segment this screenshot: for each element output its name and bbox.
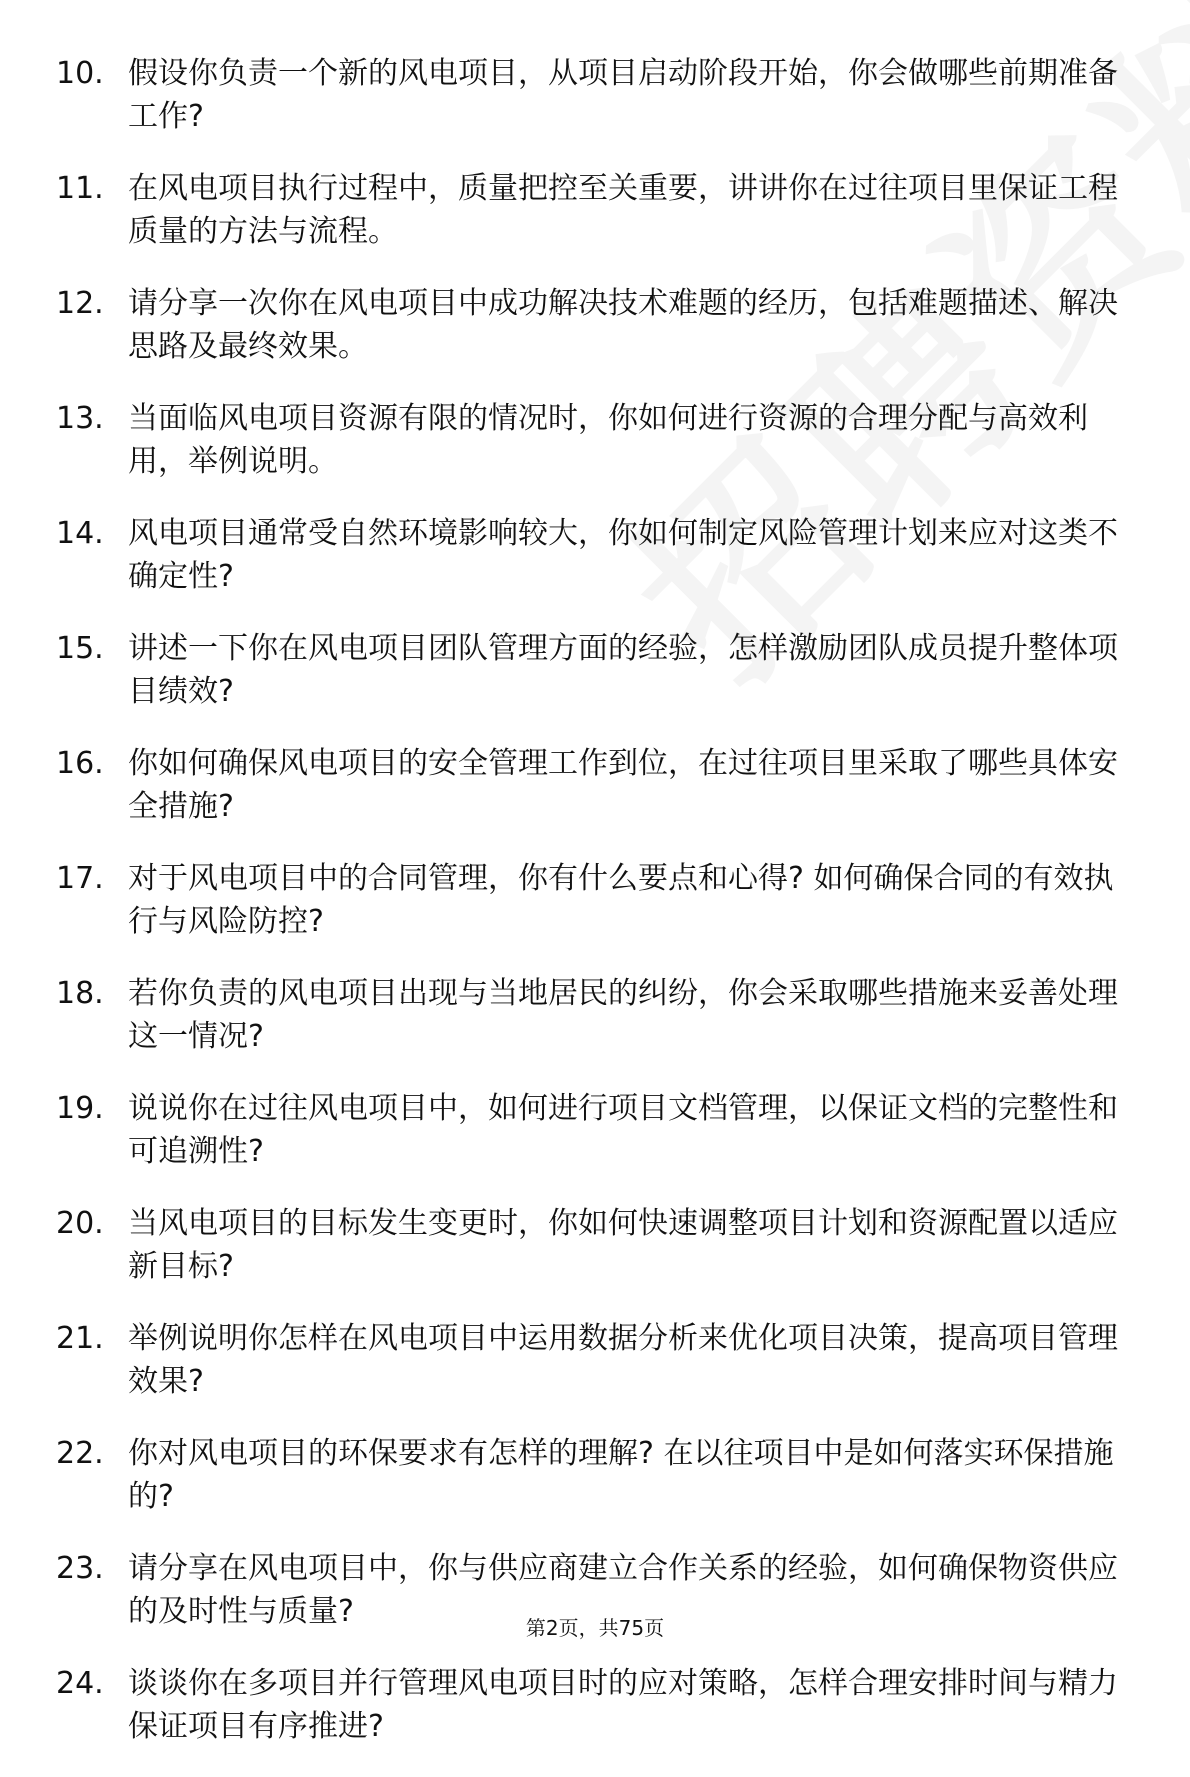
- question-number: 13.: [56, 401, 104, 436]
- question-number: 20.: [56, 1206, 104, 1241]
- question-number: 17.: [56, 861, 104, 896]
- question-number: 22.: [56, 1436, 104, 1471]
- question-text: 说说你在过往风电项目中，如何进行项目文档管理，以保证文档的完整性和可追溯性?: [128, 1091, 1118, 1169]
- question-text: 请分享一次你在风电项目中成功解决技术难题的经历，包括难题描述、解决思路及最终效果。: [128, 286, 1118, 364]
- question-item: [56, 742, 1136, 828]
- question-item: [56, 857, 1136, 943]
- question-text: 举例说明你怎样在风电项目中运用数据分析来优化项目决策，提高项目管理效果?: [128, 1321, 1118, 1399]
- question-number: 24.: [56, 1666, 104, 1701]
- question-text: 假设你负责一个新的风电项目，从项目启动阶段开始，你会做哪些前期准备工作?: [128, 56, 1118, 134]
- question-item: [56, 1662, 1136, 1748]
- question-number: 12.: [56, 286, 104, 321]
- question-number: 23.: [56, 1551, 104, 1586]
- question-item: [56, 52, 1136, 138]
- question-item: [56, 1087, 1136, 1173]
- question-number: 18.: [56, 976, 104, 1011]
- question-number: 19.: [56, 1091, 104, 1126]
- question-item: [56, 512, 1136, 598]
- question-item: [56, 1202, 1136, 1288]
- question-item: [56, 1317, 1136, 1403]
- question-number: 16.: [56, 746, 104, 781]
- question-number: 14.: [56, 516, 104, 551]
- question-number: 21.: [56, 1321, 104, 1356]
- question-number: 15.: [56, 631, 104, 666]
- question-text: 你对风电项目的环保要求有怎样的理解? 在以往项目中是如何落实环保措施的?: [128, 1436, 1114, 1514]
- question-text: 对于风电项目中的合同管理，你有什么要点和心得? 如何确保合同的有效执行与风险防控?: [128, 861, 1114, 939]
- question-item: [56, 282, 1136, 368]
- question-text: 谈谈你在多项目并行管理风电项目时的应对策略，怎样合理安排时间与精力保证项目有序推进?: [128, 1666, 1118, 1744]
- question-text: 当面临风电项目资源有限的情况时，你如何进行资源的合理分配与高效利用，举例说明。: [128, 401, 1088, 479]
- question-text: 在风电项目执行过程中，质量把控至关重要，讲讲你在过往项目里保证工程质量的方法与流程。: [128, 171, 1118, 249]
- question-number: 10.: [56, 56, 104, 91]
- question-text: 请分享在风电项目中，你与供应商建立合作关系的经验，如何确保物资供应的及时性与质量?: [128, 1551, 1118, 1629]
- question-item: [56, 1432, 1136, 1518]
- question-text: 风电项目通常受自然环境影响较大，你如何制定风险管理计划来应对这类不确定性?: [128, 516, 1118, 594]
- question-text: 你如何确保风电项目的安全管理工作到位，在过往项目里采取了哪些具体安全措施?: [128, 746, 1118, 824]
- question-item: [56, 972, 1136, 1058]
- question-text: 当风电项目的目标发生变更时，你如何快速调整项目计划和资源配置以适应新目标?: [128, 1206, 1118, 1284]
- question-item: [56, 167, 1136, 253]
- question-text: 讲述一下你在风电项目团队管理方面的经验，怎样激励团队成员提升整体项目绩效?: [128, 631, 1118, 709]
- question-list: [56, 52, 1136, 1777]
- question-text: 若你负责的风电项目出现与当地居民的纠纷，你会采取哪些措施来妥善处理这一情况?: [128, 976, 1118, 1054]
- question-number: 11.: [56, 171, 104, 206]
- question-item: [56, 397, 1136, 483]
- page-footer: 第2页，共75页: [525, 1616, 665, 1640]
- question-item: [56, 627, 1136, 713]
